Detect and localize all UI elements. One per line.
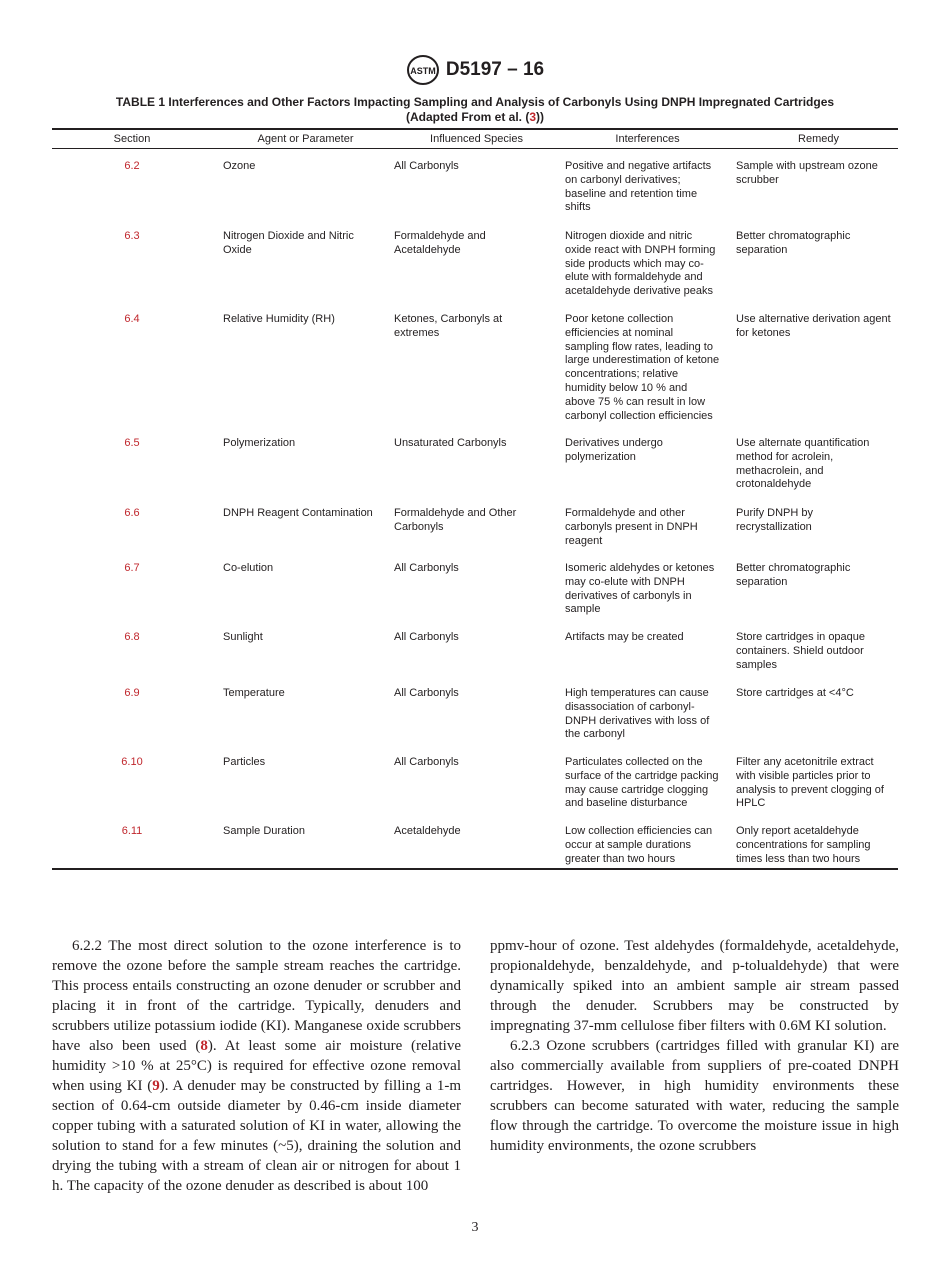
cell-interferences: High temperatures can cause disassociation of carbonyl- DNPH derivatives with loss of the carbonyl bbox=[565, 687, 710, 741]
header-rule bbox=[52, 148, 898, 149]
cell-species: All Carbonyls bbox=[394, 631, 459, 643]
cell-remedy: Better chromatographic separation bbox=[736, 230, 851, 256]
cell-agent: DNPH Reagent Contamination bbox=[223, 507, 373, 519]
left-column bbox=[52, 936, 461, 1196]
page-header bbox=[0, 55, 950, 85]
text: ). At least some air moisture (relative humidity >10 % at 25°C) is required for effective ozone removal when using KI ( bbox=[52, 1038, 461, 1094]
cell-section-link[interactable]: 6.7 bbox=[124, 562, 140, 574]
table-caption bbox=[52, 95, 898, 125]
reference-link-8[interactable]: 8 bbox=[200, 1038, 208, 1054]
header-section: Section bbox=[113, 133, 151, 145]
document-id: D5197 – 16 bbox=[445, 59, 545, 80]
svg-text:ASTM: ASTM bbox=[410, 66, 436, 76]
page-number: 3 bbox=[471, 1220, 479, 1235]
cell-remedy: Use alternative derivation agent for ketones bbox=[736, 313, 891, 339]
cell-agent: Co-elution bbox=[223, 562, 274, 574]
cell-interferences: Isomeric aldehydes or ketones may co-elute with DNPH derivatives of carbonyls in sample bbox=[565, 562, 715, 616]
reference-link-9[interactable]: 9 bbox=[152, 1078, 160, 1094]
cell-remedy: Sample with upstream ozone scrubber bbox=[736, 160, 878, 186]
cell-remedy: Store cartridges at <4°C bbox=[736, 687, 854, 699]
cell-species: All Carbonyls bbox=[394, 756, 459, 768]
cell-section-link[interactable]: 6.5 bbox=[124, 437, 140, 449]
paragraph-6-2-2-continued: ppmv-hour of ozone. Test aldehydes (formaldehyde, acetaldehyde, propionaldehyde, benzaldehyde, and p-tolualdehyde) that were dynamically spiked into an ambient sample air stream passed through the denuder. Scrubbers may be constructed by impregnating 37-mm cellulose fiber filters with 0.6M KI solution. bbox=[490, 938, 899, 1034]
header-remedy: Remedy bbox=[798, 133, 839, 145]
text: 6.2.2 The most direct solution to the ozone interference is to remove the ozone before the sample stream reaches the cartridge. This process entails constructing an ozone denuder or scrubber and placing it in front of the cartridge. Typically, denuders and scrubbers utilize potassium iodide (KI). Manganese oxide scrubbers have also been used ( bbox=[52, 938, 461, 1054]
cell-agent: Ozone bbox=[223, 160, 256, 172]
table-bottom-rule bbox=[52, 868, 898, 870]
cell-agent: Sunlight bbox=[223, 631, 263, 643]
paragraph-6-2-3: 6.2.3 Ozone scrubbers (cartridges filled with granular KI) are also commercially available from suppliers of pre-coated DNPH cartridges. However, in high humidity environments these scrubbers can become saturated with water, reducing the sample flow through the cartridge. To overcome the moisture issue in high humidity environments, the ozone scrubbers bbox=[490, 1038, 899, 1154]
text: ). A denuder may be constructed by filling a 1-m section of 0.64-cm outside diameter by 0.46-cm inside diameter copper tubing with a saturated solution of KI in water, allowing the solution to stand for a few minutes (~5), draining the solution and drying the tubing with a stream of clean air or nitrogen for about 1 h. The capacity of the ozone denuder as described is about 100 bbox=[52, 1078, 461, 1194]
cell-remedy: Store cartridges in opaque containers. Shield outdoor samples bbox=[736, 631, 866, 671]
cell-interferences: Particulates collected on the surface of the cartridge packing may cause cartridge clogging and baseline disturbance bbox=[565, 756, 719, 810]
cell-species: Acetaldehyde bbox=[394, 825, 461, 837]
caption-pre: (Adapted From et al. ( bbox=[405, 110, 530, 124]
cell-species: All Carbonyls bbox=[394, 562, 459, 574]
cell-section-link[interactable]: 6.2 bbox=[124, 160, 140, 172]
cell-interferences: Artifacts may be created bbox=[565, 631, 684, 643]
cell-remedy: Only report acetaldehyde concentrations for sampling times less than two hours bbox=[736, 825, 871, 865]
header-species: Influenced Species bbox=[430, 133, 523, 145]
cell-agent: Polymerization bbox=[223, 437, 296, 449]
right-column bbox=[490, 936, 899, 1156]
cell-remedy: Better chromatographic separation bbox=[736, 562, 851, 588]
header-interferences: Interferences bbox=[615, 133, 680, 145]
cell-agent: Particles bbox=[223, 756, 266, 768]
cell-section-link[interactable]: 6.4 bbox=[124, 313, 140, 325]
cell-remedy: Use alternate quantification method for acrolein, methacrolein, and crotonaldehyde bbox=[736, 437, 870, 491]
caption-post: )) bbox=[536, 110, 545, 124]
caption-reference-link[interactable]: 3 bbox=[529, 110, 537, 124]
cell-agent: Relative Humidity (RH) bbox=[223, 313, 335, 325]
cell-remedy: Filter any acetonitrile extract with visible particles prior to analysis to prevent clogging of HPLC bbox=[736, 756, 884, 810]
table-top-rule bbox=[52, 128, 898, 130]
cell-species: All Carbonyls bbox=[394, 687, 459, 699]
cell-interferences: Poor ketone collection efficiencies at nominal sampling flow rates, leading to large underestimation of ketone concentrations; relative humidity below 10 % and above 75 % can result in low carbonyl collection efficiencies bbox=[565, 313, 720, 422]
cell-species: Formaldehyde and Other Carbonyls bbox=[394, 507, 517, 533]
cell-interferences: Derivatives undergo polymerization bbox=[565, 437, 663, 463]
cell-section-link[interactable]: 6.3 bbox=[124, 230, 140, 242]
cell-species: All Carbonyls bbox=[394, 160, 459, 172]
cell-section-link[interactable]: 6.6 bbox=[124, 507, 140, 519]
cell-interferences: Formaldehyde and other carbonyls present in DNPH reagent bbox=[565, 507, 698, 547]
cell-interferences: Positive and negative artifacts on carbonyl derivatives; baseline and retention time shifts bbox=[565, 160, 712, 214]
cell-interferences: Nitrogen dioxide and nitric oxide react with DNPH forming side products which may co- elute with formaldehyde and acetaldehyde derivative peaks bbox=[565, 230, 716, 298]
cell-remedy: Purify DNPH by recrystallization bbox=[736, 507, 814, 533]
cell-section-link[interactable]: 6.10 bbox=[121, 756, 143, 768]
cell-section-link[interactable]: 6.8 bbox=[124, 631, 140, 643]
cell-section-link[interactable]: 6.11 bbox=[121, 825, 143, 837]
cell-species: Ketones, Carbonyls at extremes bbox=[394, 313, 503, 339]
cell-agent: Temperature bbox=[223, 687, 285, 699]
table-title: TABLE 1 Interferences and Other Factors Impacting Sampling and Analysis of Carbonyls Using DNPH Impregnated Cartridges bbox=[115, 95, 835, 109]
cell-species: Unsaturated Carbonyls bbox=[394, 437, 507, 449]
cell-agent: Nitrogen Dioxide and Nitric Oxide bbox=[223, 230, 354, 256]
cell-agent: Sample Duration bbox=[223, 825, 305, 837]
cell-section-link[interactable]: 6.9 bbox=[124, 687, 140, 699]
astm-logo-icon bbox=[406, 55, 440, 85]
paragraph-6-2-2 bbox=[52, 936, 461, 1196]
header-agent: Agent or Parameter bbox=[257, 133, 354, 145]
cell-interferences: Low collection efficiencies can occur at sample durations greater than two hours bbox=[565, 825, 713, 865]
cell-species: Formaldehyde and Acetaldehyde bbox=[394, 230, 486, 256]
